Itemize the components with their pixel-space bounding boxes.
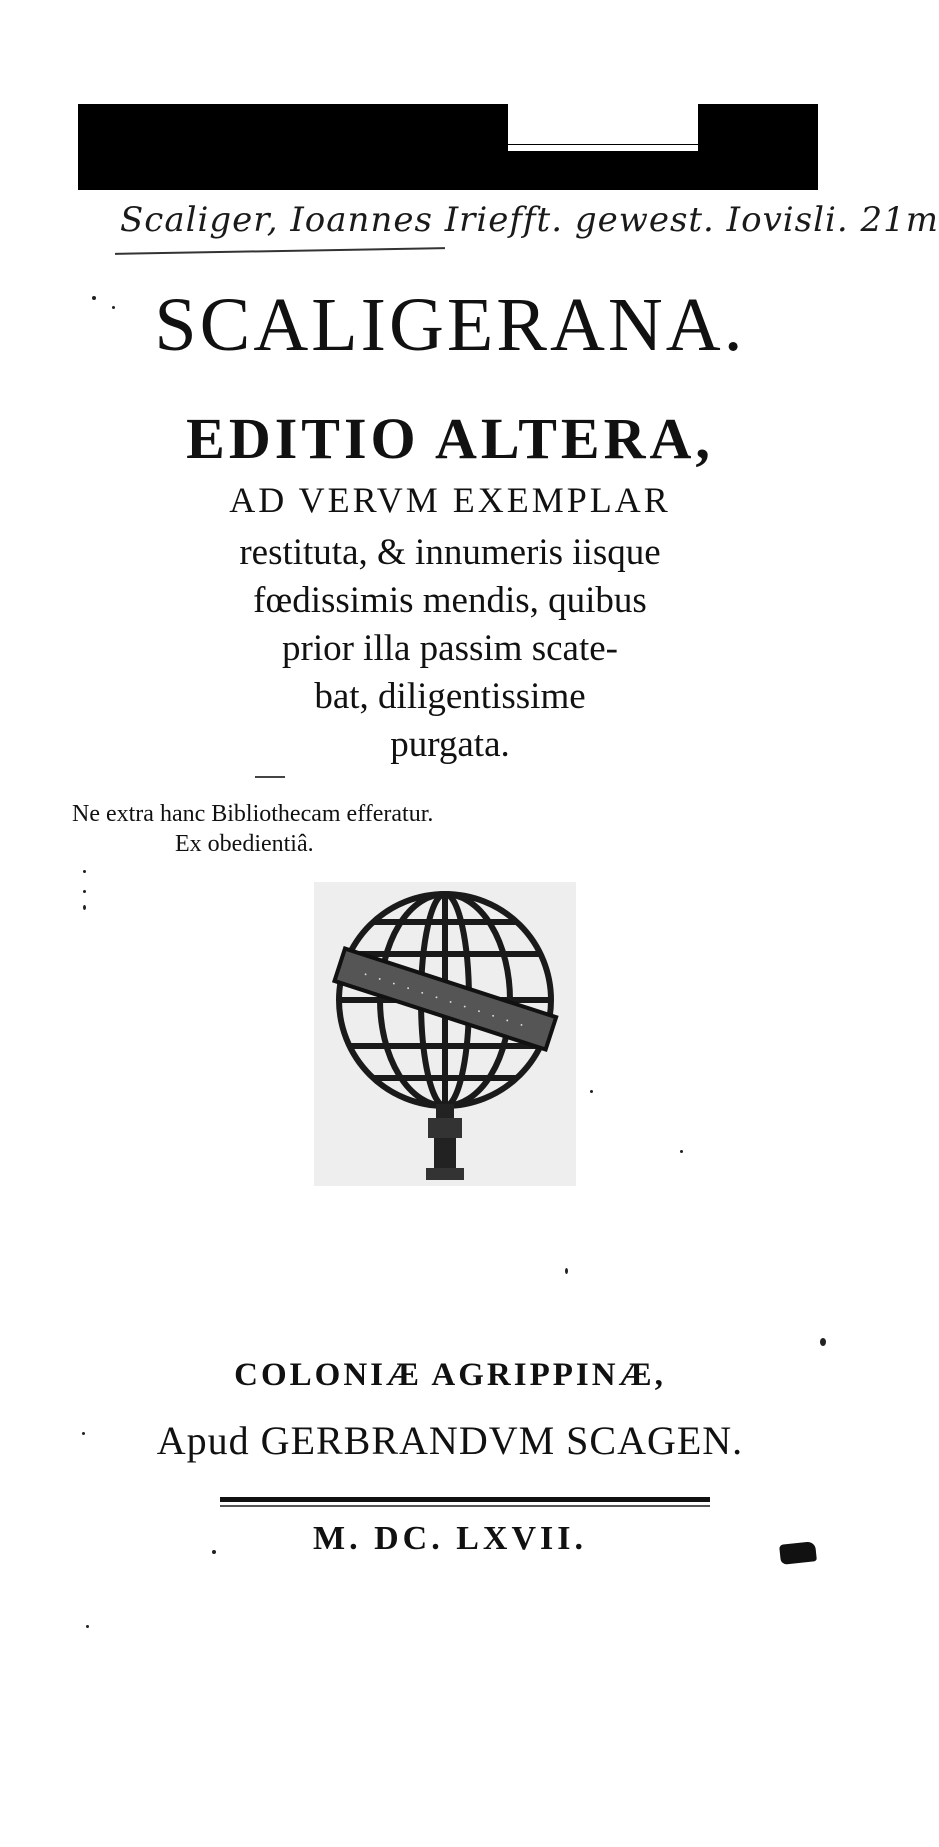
scan-speck bbox=[83, 870, 86, 873]
imprint-publisher: Apud GERBRANDVM SCAGEN. bbox=[156, 1418, 744, 1463]
library-stamp-line2: Ex obedientiâ. bbox=[175, 831, 314, 857]
description-line: fœdissimis mendis, quibus bbox=[253, 580, 647, 621]
scan-speck bbox=[83, 905, 86, 910]
divider-dash bbox=[255, 776, 285, 778]
scan-speck bbox=[680, 1150, 683, 1153]
imprint-date: M. DC. LXVII. bbox=[313, 1520, 587, 1557]
ink-blot bbox=[779, 1541, 817, 1565]
description-line: prior illa passim scate- bbox=[282, 628, 618, 669]
handwritten-note: Scaliger, Ioannes Iriefft. gewest. Iovisli. 21m bbox=[120, 200, 939, 240]
imprint-rule bbox=[220, 1497, 710, 1502]
scan-speck bbox=[82, 1432, 85, 1435]
scan-speck bbox=[590, 1090, 593, 1093]
redaction-bar bbox=[78, 104, 818, 190]
redaction-gap bbox=[508, 104, 698, 144]
scan-speck bbox=[212, 1550, 216, 1554]
redaction-gap-rule bbox=[508, 145, 698, 151]
edition-heading: EDITIO ALTERA, bbox=[186, 406, 714, 471]
description-line: purgata. bbox=[390, 724, 510, 765]
book-title: SCALIGERANA. bbox=[154, 283, 746, 367]
printers-device bbox=[314, 882, 576, 1186]
edition-subheading: AD VERVM EXEMPLAR bbox=[229, 480, 671, 520]
armillary-sphere-icon bbox=[314, 882, 576, 1186]
handwriting-underline bbox=[115, 247, 445, 255]
scan-speck bbox=[86, 1625, 89, 1628]
description-line: bat, diligentissime bbox=[314, 676, 586, 717]
scan-speck bbox=[565, 1268, 568, 1274]
svg-text:· · · · · · · · · · · ·: · · · · · · · · · · · · bbox=[360, 966, 529, 1036]
scan-speck bbox=[112, 306, 115, 309]
imprint-rule-thin bbox=[220, 1505, 710, 1507]
library-stamp-line1: Ne extra hanc Bibliothecam efferatur. bbox=[72, 801, 434, 827]
scan-speck bbox=[92, 296, 96, 300]
scan-speck bbox=[820, 1338, 826, 1346]
description-line: restituta, & innumeris iisque bbox=[239, 532, 661, 573]
scan-speck bbox=[83, 890, 86, 893]
imprint-place: COLONIÆ AGRIPPINÆ, bbox=[234, 1357, 666, 1393]
